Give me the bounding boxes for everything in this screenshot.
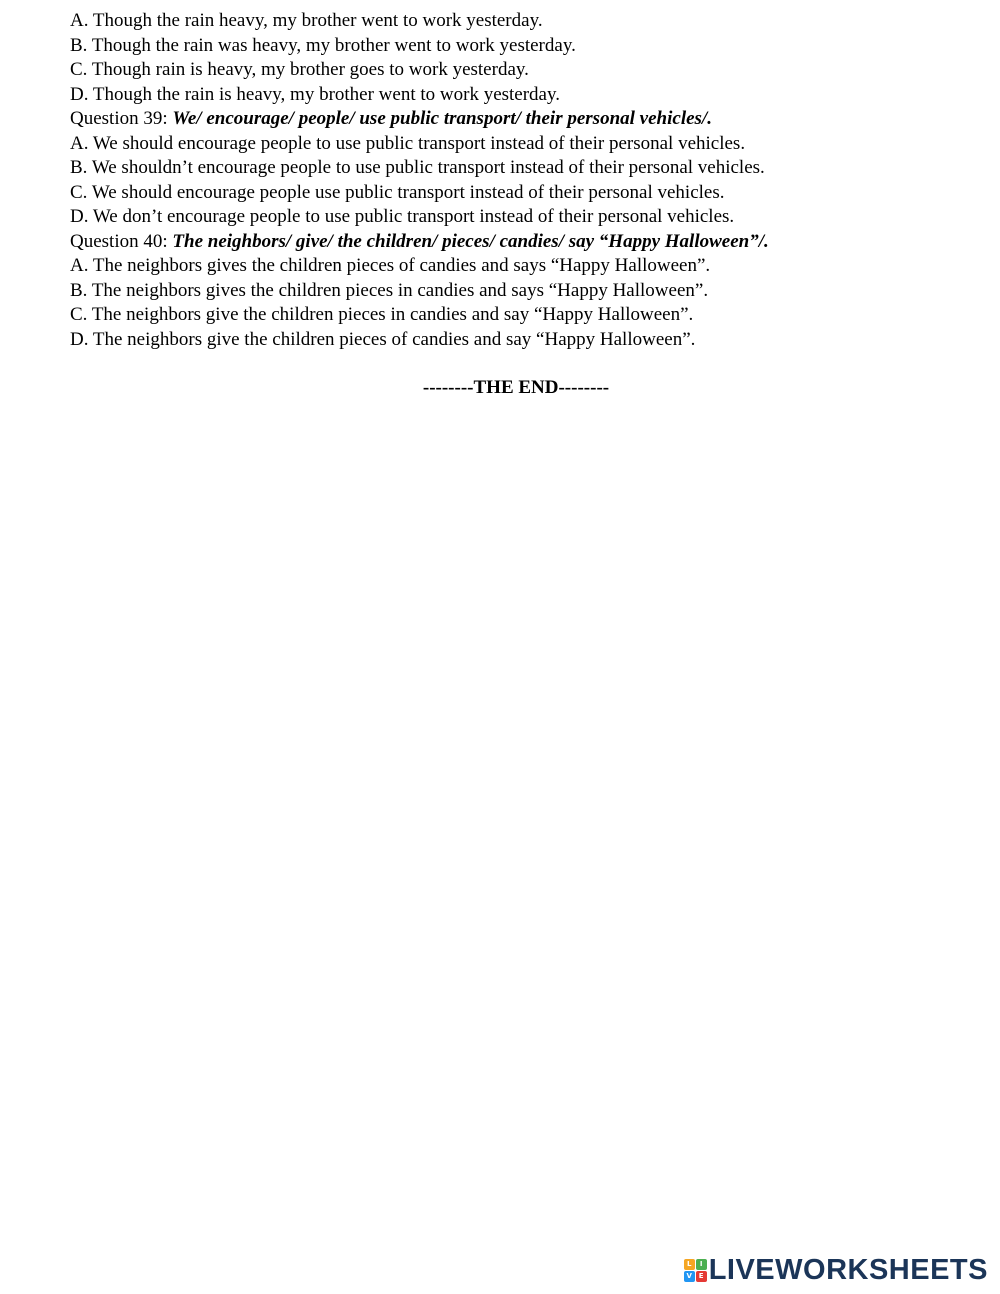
q39-option-b: B. We shouldn’t encourage people to use public transport instead of their personal vehicles. xyxy=(70,157,765,178)
question-39 xyxy=(70,107,970,132)
question-40-label: Question 40: xyxy=(70,230,173,252)
q39-option-c: C. We should encourage people use public transport instead of their personal vehicles. xyxy=(70,181,725,203)
liveworksheets-logo-icon xyxy=(684,1259,706,1281)
logo-icon-tile: V xyxy=(684,1271,695,1282)
question-39-label: Question 39: xyxy=(70,108,173,129)
logo-icon-tile: L xyxy=(684,1259,695,1270)
logo-icon-tile: E xyxy=(696,1271,707,1282)
logo-icon-tile: I xyxy=(696,1259,707,1270)
q38-option-c: C. Though rain is heavy, my brother goes to work yesterday. xyxy=(70,59,529,80)
q40-option-d: D. The neighbors give the children pieces of candies and say “Happy Halloween”. xyxy=(70,328,696,350)
q40-option-a: A. The neighbors gives the children pieces of candies and says “Happy Halloween”. xyxy=(70,255,711,276)
q39-option-a: A. We should encourage people to use public transport instead of their personal vehicles. xyxy=(70,132,746,154)
q40-option-c: C. The neighbors give the children pieces in candies and say “Happy Halloween”. xyxy=(70,304,694,325)
liveworksheets-logo xyxy=(684,1254,988,1286)
question-40-prompt: The neighbors/ give/ the children/ pieces/ candies/ say “Happy Halloween”/. xyxy=(172,230,769,252)
q39-option-d: D. We don’t encourage people to use public transport instead of their personal vehicles. xyxy=(70,206,735,227)
worksheet-content xyxy=(70,9,970,352)
q40-option-b: B. The neighbors gives the children pieces in candies and says “Happy Halloween”. xyxy=(70,279,709,301)
question-40 xyxy=(70,230,970,255)
q38-option-b: B. Though the rain was heavy, my brother went to work yesterday. xyxy=(70,34,576,56)
liveworksheets-logo-text: LIVEWORKSHEETS xyxy=(708,1254,988,1286)
question-39-prompt: We/ encourage/ people/ use public transport/ their personal vehicles/. xyxy=(172,108,712,129)
q38-option-a: A. Though the rain heavy, my brother went to work yesterday. xyxy=(70,10,543,31)
the-end-marker: --------THE END-------- xyxy=(422,377,610,398)
q38-option-d: D. Though the rain is heavy, my brother went to work yesterday. xyxy=(70,83,561,105)
